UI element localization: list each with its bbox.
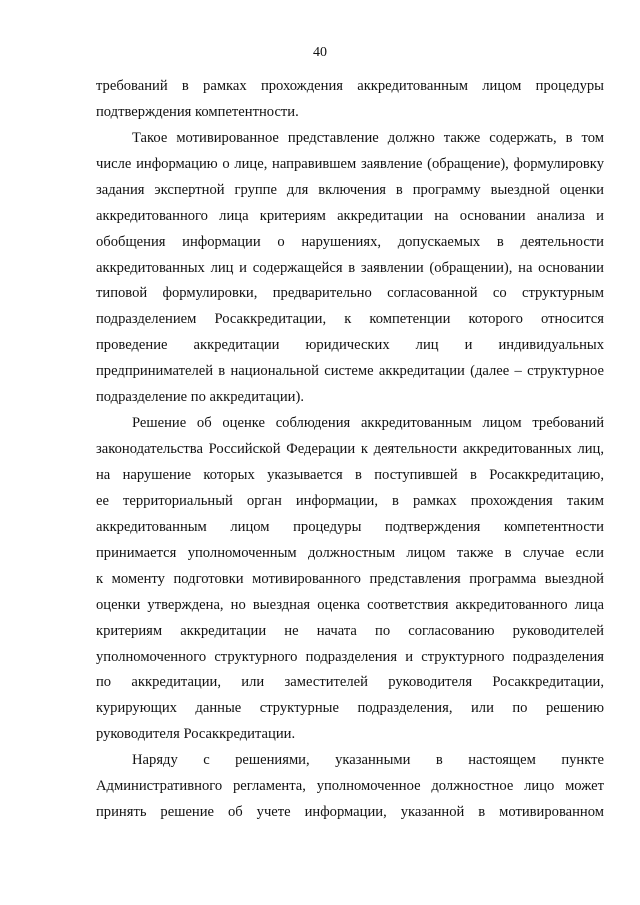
text-line: подразделение по аккредитации). [96, 389, 304, 406]
text-line: Решение об оценке соблюдения аккредитованным лицом требований [132, 415, 604, 432]
text-line: требований в рамках прохождения аккредитованным лицом процедуры [96, 78, 604, 94]
text-line: законодательства Российской Федерации к деятельности аккредитованных лиц, [96, 441, 604, 457]
text-line: принять решение об учете информации, указанной в мотивированном [96, 804, 604, 820]
text-line: аккредитованных лиц и содержащейся в заявлении (обращении), на основании [96, 259, 604, 276]
text-line: проведение аккредитации юридических лиц и индивидуальных [96, 337, 604, 354]
text-line: Такое мотивированное представление должно также содержать, в том [132, 129, 604, 146]
text-line: руководителя Росаккредитации. [96, 726, 296, 743]
text-line: Административного регламента, уполномоченное должностное лицо может [96, 778, 604, 795]
text-line: уполномоченного структурного подразделения и структурного подразделения [96, 648, 604, 665]
text-line: обобщения информации о нарушениях, допускаемых в деятельности [96, 233, 604, 250]
text-line: задания экспертной группе для включения в программу выездной оценки [96, 181, 604, 198]
text-line: принимается уполномоченным должностным лицом также в случае если [96, 544, 604, 561]
text-line: критериям аккредитации не начата по согласованию руководителей [96, 622, 604, 639]
text-line: оценки утверждена, но выездная оценка соответствия аккредитованного лица [96, 596, 604, 613]
text-line: типовой формулировки, предварительно согласованной со структурным [96, 285, 604, 302]
text-line: числе информацию о лице, направившем заявление (обращение), формулировку [96, 155, 604, 172]
text-line: аккредитованным лицом процедуры подтверждения компетентности [96, 518, 604, 535]
text-line: к моменту подготовки мотивированного представления программа выездной [96, 570, 604, 587]
text-line: на нарушение которых указывается в поступившей в Росаккредитацию, [96, 466, 604, 483]
text-line: курирующих данные структурные подразделения, или по решению [96, 700, 604, 717]
text-line: подтверждения компетентности. [96, 103, 299, 120]
page-number: 40 [313, 45, 327, 60]
text-line: подразделением Росаккредитации, к компетенции которого относится [96, 311, 604, 328]
text-line: ее территориальный орган информации, в рамках прохождения таким [96, 492, 604, 509]
text-line: аккредитованного лица критериям аккредитации на основании анализа и [96, 207, 604, 224]
text-line: по аккредитации, или заместителей руководителя Росаккредитации, [96, 674, 604, 691]
text-line: предпринимателей в национальной системе аккредитации (далее – структурное [96, 363, 604, 380]
text-line: Наряду с решениями, указанными в настоящем пункте [132, 752, 604, 769]
